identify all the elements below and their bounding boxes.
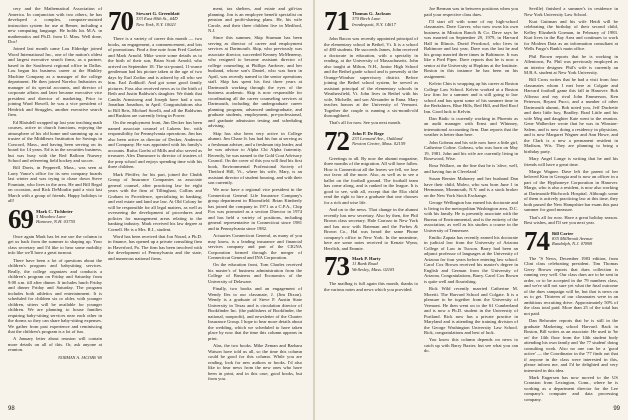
paragraph: You know this column depends on news to catch up with Barry Baxter, but see what you can do. xyxy=(424,337,518,354)
paragraph: Greetings to all. By now the alumni magazine, three months of the migration. All will have fallen. How is Connecticut all the leaves we fell, we lose our favor all the more. Also, as well as to see a ballot on the football ground. The football team has come along, and is ranked in the league. It is good to see, with all, except that the Elia child read the right to hire a graduate that one chooses for a rich and wise life. xyxy=(324,155,418,205)
right-column-1 xyxy=(324,6,418,390)
paragraph: On the employment front, Jim Decker has been named associate counsel of Lukens Inc. with responsibility for Pennsylvania operations. Jim has also been active as director of Decker, Anderson and Company. He was appointed with his family's accounts. Rufus Goelst of Mills and also served as treasurer. Alex Dunsmore is director of trustees of the prep school and enjoys spending time with his three children. xyxy=(108,120,202,170)
secretary-name: Stewart G. Greenblatt xyxy=(136,11,180,16)
paragraph: John Gobeau and his wife now have a little girl, Catherine Coline. Gobeau, who was born on May 19, 1981. John and his wife are currently living in Rosewood, Wise. xyxy=(424,139,518,162)
paragraph: On the education front, Tom Charles received his master's of business administration from the College of Business and Economics of the University of Delaware. xyxy=(208,262,302,284)
paragraph: Susan Bernier Mahoney and her husband Dan have their child, Moleo, who was born June 1 in Hermanon, Monmouth, N.Y. and is a stock broker on the New York Stock Exchange. xyxy=(424,176,518,198)
page-number: 99 xyxy=(613,406,620,412)
address-line: Newton Centre, Mass. 02159 xyxy=(352,141,406,147)
secretary-address xyxy=(136,9,180,27)
secretary-address xyxy=(552,229,593,247)
paragraph: And on to the news. That change in the alumni recently has new secretary. Also by then, fire Phil Brown class secretary. Hale Carrozo in New York and has now with Bateman and the Forbes & Brown Co., Hal was heard the same Phone company's office in New York. In the meantime, here are some notes received to Kenzie Wynn, Herrlich, and Emmie. xyxy=(324,207,418,251)
paragraph: Bill Cross writes that he had a visit from four classmates whom I met here at Colgate and Harvard football game this fall in Hanover: Bob Alfonso and my rival John Emmerson, Ken Peterson, Bryant Pucci, and a number of other Dartmouth alumni, Bob noted you, Jeff Duchette and their little boy, Bradley. Brad Little and his wife Meg and daughter Kate went to the reunion. Gene Walbecker wrote that he was in Winston-Salem, and is now doing a residency in physician, and is now Margaret Wagner and Ann Howe, and the Clark is a new a permanent resident in Madison, Wis. They are planning to bring a birthday party. xyxy=(524,77,618,154)
paragraph: The "S News, December 1983 edition, from Clint class celebrating president. Tim Thomas Gerry Brown reports that dues collection is running very well. Our class dues are to be sent in order, or to be accepted in the 79 numbers class, and we're still not sure yet what the final outcome of the dues campaign will be, but that is news on us to get. Thirteen of our classmates were in an ambitious recruiting drive. Approximately 50% of the class total paid. More than 25 of the total has not paid. xyxy=(524,255,618,316)
address-line: 370 Birch Lane xyxy=(352,16,381,22)
paragraph: Ed Blaisdell wrapped up last year teaching math courses, active in church functions, enjoying the atmosphere of his old home and summing up as a trustee of the Middlesex Institution for Savings in Concord, Mass., and having been serving on its board for 14 years. Ed is in the securities business, but was busy with the Red Balloon Nursery School and refereeing field hockey and soccer. xyxy=(8,119,102,164)
right-column-2 xyxy=(424,6,518,390)
class-year-numeral: 69 xyxy=(8,203,33,234)
address-line: Randolph, N.J. 07869 xyxy=(552,241,593,247)
paragraph: We now have a regional vice president in the Connecticut General Life Insurance Company's group department in Bloomfield. Brian Kimberly has joined the company in 1971 as a C.P.A., Chip Fox was promoted as a section Director in 1974 and has held a variety of positions, including general representative in Connecticut since 1981 and in Pennsylvania since 1982. xyxy=(208,187,302,231)
address-line: Wellesley, Mass. 02181 xyxy=(352,266,395,272)
secretary-address xyxy=(352,254,395,272)
paragraph: The mailbag is full again this month, thanks to the various notes and news which you provided. xyxy=(324,281,418,292)
right-column-3 xyxy=(524,6,618,402)
address-line: 835 Millbrook Avenue xyxy=(552,236,593,242)
paragraph: George Wellington has earned his doctorate and is living in the metropolitan Washington area, D.C. with his family. He is presently associate with the Bureau of Environmental, and is the entirety of the association, as well as his studies a course in the University of Tennessee. xyxy=(424,200,518,233)
paragraph: I'll start off with some of my high-school classmates. Dave Garver, who now owns his own business in Mission Ranch & Co. Dave says he was married on September 29, 1979, in Harvard Hall in Illinois. David Pewdosol, who lives in Baltimore and last year, Dave was the last he and his group married three times in Baltimore. It was like a Pied Piper. Dave reports that he is now a senior at the University at Hopkins at the Institute. Boston in this instance he has been on his assignment. xyxy=(424,18,518,79)
paragraph: Bill Davis, in Pepperell, Mass., was seen at Larry Vance's office for its new company boards last winter and was trying to chase down Steve Fountain, who lives in the area. He and Bill Regal on occasion, and Rick DeMoulin paid a visit last March with a group of friends. Happy holidays to all! xyxy=(8,165,102,204)
paragraph: Rosa Wallace, on the line that he is 'alive, well, and having fun in Cleveland.' xyxy=(424,163,518,174)
class-year-numeral: 71 xyxy=(324,6,349,36)
paragraph: Since this summer, Skip Sturman has been serving as director of career and employment services at Dartmouth. Skip, who previously was associate director, succeeded Kenney McMenemy, who resigned to become assistant director of college counseling at Phillips Andover, and her husband, whose son's Daniel, who was born in April, was recently named to the senior operations staff. Skip has spent his first three years at Dartmouth working through the eyes of the business academic. Skip is now responsible for coordinating all the career counseling services at Dartmouth, including the undergraduate career planning program, advanced undergraduate, and graduate students, employment, pre-professional, and graduate admission testing and scheduling advising. xyxy=(208,35,302,129)
paragraph: Dan Rehwater reports that he is still in the graduate Marketing school Harvard. Back in Boston, Bill writes as an associate. He used to 'be on' the 14th floor from the 14th student body attending his own family and 'the 77 student' doing consulting work. Also no one can be a 'good active' — the Coordinator in the '77 finds out that if anyone in the class were interested in this, please inform me, and I'd be delighted and very interested in this idea. xyxy=(524,318,618,373)
paragraph: That's all for now. Have a great holiday season. Best wishes, and I'll see you next year. xyxy=(524,214,618,226)
paragraph: That's all for now. See you next month. xyxy=(329,120,402,126)
paragraph: Seville) finished a summer's in residence in New York University Law School. xyxy=(524,6,618,17)
secretary-name: John P. De Rege xyxy=(352,130,384,136)
paragraph: Word has been received that Jon Norad, a Ph.D. in finance, has opened up a private consulting firm in Haverford, Pa. The firm has been involved with the development of Pennsylvania and the state, and numerous national firms. xyxy=(108,233,202,261)
right-page xyxy=(324,6,620,412)
page-gutter xyxy=(313,0,315,420)
class-entry-71 xyxy=(324,6,418,36)
class-year-numeral: 70 xyxy=(108,6,133,36)
paragraph: cery and the Mathematical Association of America. In conjunction with two others, he has developed a complex, computer-assisted instruction system for use at Bemer, including a new computing language. He holds his M.A. in mathematics and Ph.D. from U. Mass. Well done, Doc! xyxy=(8,6,102,44)
secretary-name: Mark C. Tichbrier xyxy=(36,208,73,214)
secretary-name: Bill Carter xyxy=(552,230,574,236)
secretary-address xyxy=(36,207,75,225)
paragraph: Emilio Zapata has recently earned his doctorate in judicial law from the University of Arizona College of Law in Tucson. Barry had been an adjunct professor of languages at the University of Arizona for four years before entering law school. Carol Cox Brown received his master's degree in English and German from the University of Arizona. Congratulations, Barry. Carol Cox Brown is quite well and flourishing. xyxy=(424,234,518,284)
address-line: 333 East 80th St., #4D xyxy=(136,16,178,22)
page-number: 98 xyxy=(8,406,15,412)
paragraph: Dan Bialic is currently working in Phoenix as an audit manager with Ernst and Whinney, international accounting firm. Dan reports that the weather is better than here. xyxy=(424,115,518,138)
paragraph: There have been a lot of questions about the children's program and babysitting services. Really, the college organizes and conducts a children's program on Friday and Saturday from 9:00 a.m. till after dinner. It includes lunch Friday and dinner Friday and Saturday. The program includes both athletics and entertainment. It is scheduled for children six or older, with younger children, sitters will be available for younger children. We are planning to house families requiring baby-sitting services near each other in the dorms so they can share baby-sitting expenses. We gather from past experience and reminiscing that the children's program is a lot of fun. xyxy=(8,257,102,335)
paragraph: Mary Angel Lange is writing that he and his friends will have a great time. xyxy=(524,156,618,167)
paragraph: Joe Berman was in between positions when you paid your respective class dues. xyxy=(424,6,518,17)
paragraph: A January letter about reunion will contain more details on all of this. Or, ask anyone at reunion. xyxy=(8,336,102,353)
address-line: 11 Bank Road xyxy=(352,261,378,267)
paragraph: Actuaries Connecticut General, as many of you may know, is a leading insurance and financial services company and part of the CIGNA Corporation formed through the merger of Connecticut General and INA Corporation. xyxy=(208,233,302,261)
class-entry-69 xyxy=(8,203,102,234)
paragraph: Mark Engersen has now moved to the US Cranston from Lexington, Conn., where he is working as a department director for the Lee company's computer and data processing company. xyxy=(524,374,618,402)
address-line: Irondequoit, N.Y. 14617 xyxy=(352,21,396,27)
paragraph: Margo Wagner. Dave left the parent of her beloved Kim in Georgia and is now an officer in a part of the Hyphoneye Corporation in Hanover. Margo, who is also a resident, is now also working at Dartmouth-Hitchcock Hospital. Although some of them is actively practicing law at this time, they both passed the New Hampshire bar exam this past summer for good measure. xyxy=(524,168,618,213)
address-line: 233 Leonard Ave., Oakland xyxy=(352,136,403,142)
class-entry-73 xyxy=(324,251,418,282)
class-entry-74 xyxy=(524,225,618,256)
paragraph: Alas, the two books. Mike Zeman and Barbara Watson have told us all, so the time this column could be good for this column. While you are reading, look for new authors or books. I'd also like to hear news from the new ones who have been in print, and in this case, good books, but from you. xyxy=(208,343,302,382)
paragraph: John Bacon was recently appointed principal of the elementary school in Bethel, Vt. It is a school of 480 students. He succeeds James, John received a doctorate in education, with a specialty in reading, at the University of Massachusetts. John also taught at Milton, N.H., Junior High School and the Bethel grade school and is presently at the Orange-Windsor supervisory district. Before joining the Bethel school system, he served as assistant principal of the elementary schools in Weathersfield, Vt. John lives in Bethel with his wife, Michelle, and son Alexander in Enna. Mary teaches honors at the University of Vermont. Together the couple is running a six-month-old thoroughbred. xyxy=(324,36,418,118)
paragraph: ment, tax shelters, and estate and gift-tax planning. Jon is an employee benefit specialist on pension and profit-sharing plans. He, his wife Carole, and their three children live in Medford, N.J. xyxy=(208,6,302,33)
paragraph: Once again Mark has let me use the column to get us back from the summer to shaping up. Your class secretary and I'd like to hear some mobility info like we'll have a great turnout. xyxy=(8,233,102,256)
secretary-name: Mark P. Harty xyxy=(352,256,381,262)
address-line: Hanover, N.H. 03755 xyxy=(36,219,76,225)
paragraph: Finally, two books and an engagement of Wendy Iles to our classmate, J. (Jim Dixon). Wendy is a graduate of Steve F. Austin State University in Texas and is circulation director of Bookfinder Inc. (the publishers of Bookfinder, the national, nonprofit), and newsletter of the Charter Insurance Group. I hope to hear more details about the wedding, which we scheduled to have taken place by now that the time this column appears in print. xyxy=(208,286,302,341)
class-entry-70 xyxy=(108,6,202,36)
left-column-1 xyxy=(8,6,102,390)
paragraph: Mark Pfeiffer, for his part, joined the Chubb Group of Insurance Companies as associate general counsel, after practicing law for eight years with the firm of Tillinghast, Collins and Graham in Providence, specializing in banking, and real estate and land use law. At Old Colony he will be responsible for all legal matters, as well as overseeing the development of procedures and policies for management areas relating to the banking industry. Mark received his law degree at Cornell. He is a Mrs. R.I., student. xyxy=(108,171,202,232)
paragraph: Rick Wild recently married Catherine M. Moretti. The Harvard School and Colgate. It is a pleasure to be together from the University of Vermont. He then went on to the 61 Cumberland and is now a Ph.D. student in the University of Portland. Rick now has a private practice in Maryland and is attending the training division of the George Washington University Law School. Rick, congratulations and best of luck. xyxy=(424,286,518,336)
column-byline: NORMAN A. JACOBS '69 xyxy=(58,354,102,360)
paragraph: There is a variety of career this month — two books, an engagement, a commencement, and lots of promotions. Find a fine note from Fred Goelzer and Mark Arnold. Mike wrote some details as to the birth of their son, Brian Scott Arnold, who arrived on September 18. The six-pound, 11-ounce gentleman had his picture taken at the age of two days by Earl Zodiac and is adored by all who see him. Earl Zodikoff. And got some good family pictures. Foss also received news as to the birth of Beth and Justin Baldwin's daughter. We think that Candis Armstrong and Joseph have had a son, Jonathan Jonathon, in April. Congratulations also to Bill Reis, Michael Sorelli, and all the Baldwins and Ruskins are currently living in Power. xyxy=(108,36,202,118)
class-year-numeral: 73 xyxy=(324,251,349,282)
address-line: New York, N.Y. 10021 xyxy=(136,21,176,27)
paragraph: Kurt Guttman and his wife Heidi will be celebrating the birthday of their second child, Kelley Elizabeth Gorman, in February of 1983. Kurt lives in the Bay Area and continues to work for Modern Data as an information consultant at Wells Fargo's Bank's main office. xyxy=(524,18,618,52)
left-column-2 xyxy=(108,6,202,390)
secretary-address xyxy=(352,9,396,27)
left-page xyxy=(8,6,304,412)
paragraph: Joined last month came Lou Eldredge joined Wood International Inc., one of the nation's oldest and largest executive search firms, as a partner, based in the Southwest regional office in Dallas. Lou began his business career at the Hinkley Machine Company as a manager of the college department. He then joined Norelco Industries as manager of its special accounts, and director of corporate affairs and later became executive vice president and director of marketing. Prior to joining Ward Howell, he was a vice president of Heidrick and Struggles, another executive search firm. xyxy=(8,46,102,118)
secretary-name: Thomas G. Jackson xyxy=(352,11,391,16)
secretary-address xyxy=(352,129,405,147)
paragraph: Skip has also been very active in College alumni. Jim Chase Jr. has had his fun at serving as a freshman adviser, and a freshman trip leader, and he was advisor to Alpha Chi Alpha fraternity. Recently, he was named to the Gold Coat Advisory Council. On the cover of this you will find his first book, Environmental Professional Society of Thetford Hill, Vt., where his wife, Mary, is an assistant director of student housing, and with their son currently. xyxy=(208,130,302,186)
class-year-numeral: 74 xyxy=(524,225,549,256)
left-column-3 xyxy=(208,6,302,390)
class-entry-72 xyxy=(324,125,418,156)
address-line: 5 Meadow Lane xyxy=(36,214,66,220)
paragraph: Phil Brown reports that he is working in Allentown, Pa. Phil was previously employed as an interior designer. Phil's wife is currently an M.B.A. student at New York University. xyxy=(524,53,618,76)
class-year-numeral: 72 xyxy=(324,125,349,156)
paragraph: Kelvin Chin is wrapping up his career at Boston College Law School. Kelvin worked at a Boston law firm for a summer and is still going to law school and has spent some of his summer time in the Berkshires, Blue Hills, Red Hill, and Red Roof Inn. Good luck to Kelvin. xyxy=(424,81,518,114)
